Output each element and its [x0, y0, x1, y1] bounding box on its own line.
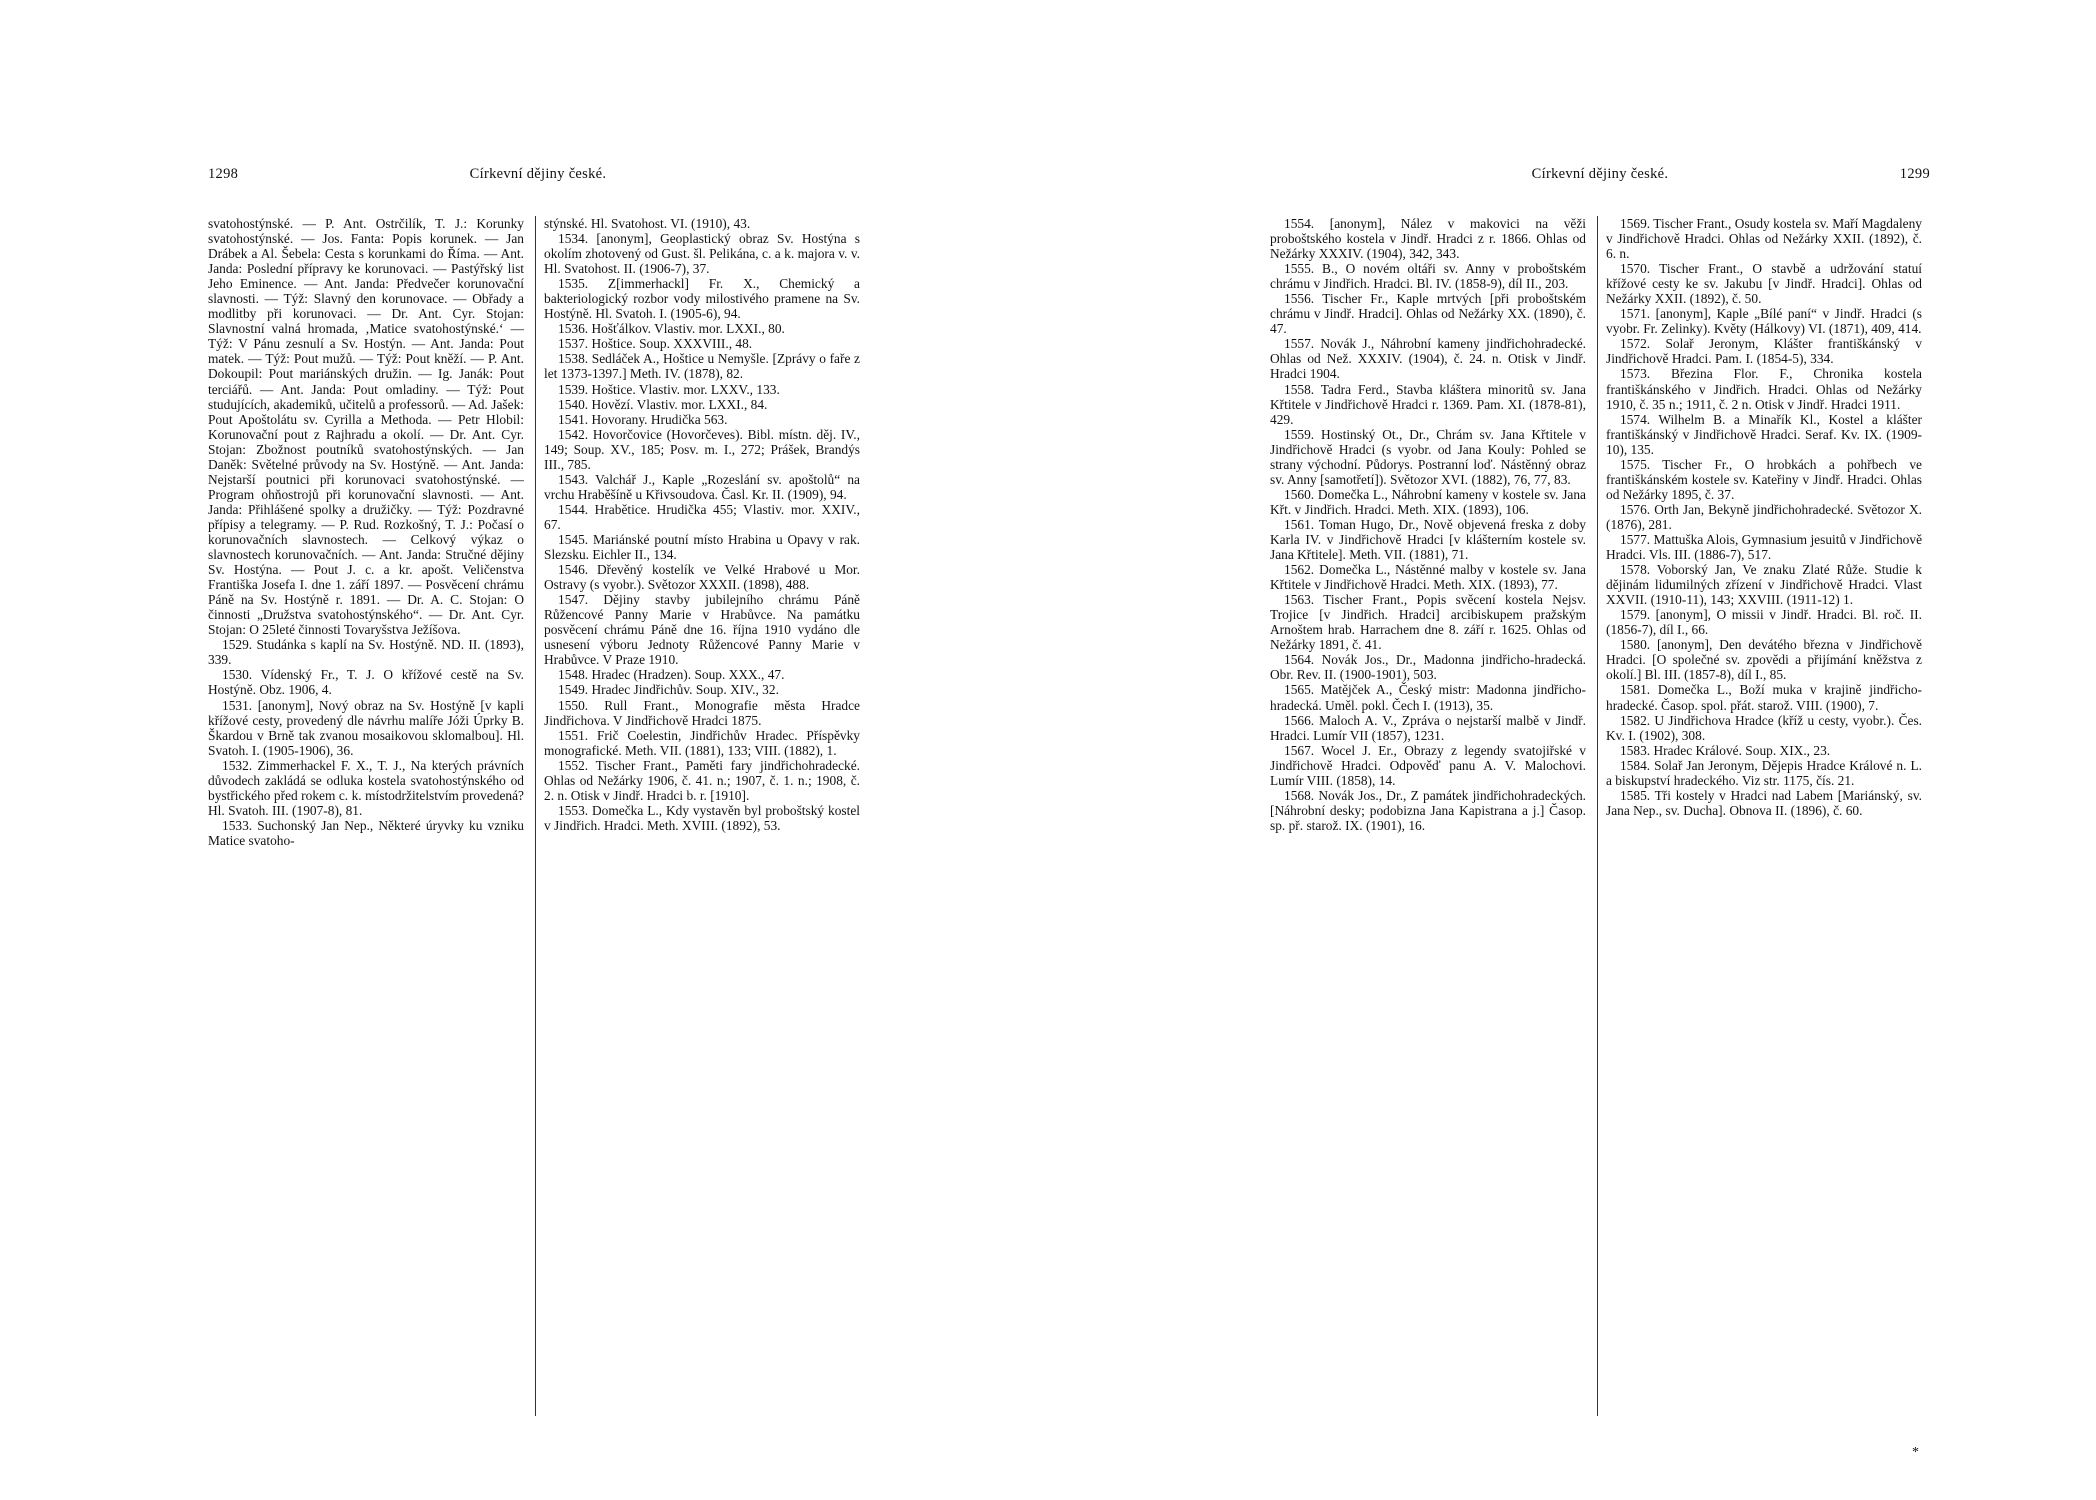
bib-entry: 1565. Matějček A., Český mistr: Madonna jindřicho-hradecká. Uměl. pokl. Čech I. (1913), 35.: [1270, 682, 1586, 713]
bib-entry: 1557. Novák J., Náhrobní kameny jindřichohradecké. Ohlas od Než. XXXIV. (1904), č. 24. n. Otisk v Jindř. Hradci 1904.: [1270, 336, 1586, 382]
left-page: [208, 0, 868, 1500]
bib-entry: 1540. Hovězí. Vlastiv. mor. LXXI., 84.: [558, 396, 768, 412]
left-page-header: [208, 166, 868, 190]
right-column-1: [1270, 216, 1586, 1446]
bib-entry: 1582. U Jindřichova Hradce (kříž u cesty, vyobr.). Čes. Kv. I. (1902), 308.: [1606, 712, 1922, 743]
bib-entry: 1552. Tischer Frant., Paměti fary jindřichohradecké. Ohlas od Nežárky 1906, č. 41. n.; 1907, č. 1. n.; 1908, č. 2. n. Otisk v Jindř. Hradci b. r. [1910].: [544, 757, 860, 803]
bib-entry: 1579. [anonym], O missii v Jindř. Hradci. Bl. roč. II. (1856-7), díl I., 66.: [1606, 607, 1922, 638]
bib-entry: 1562. Domečka L., Nástěnné malby v kostele sv. Jana Křtitele v Jindřichově Hradci. Meth. XIX. (1893), 77.: [1270, 562, 1586, 593]
bib-entry: 1559. Hostinský Ot., Dr., Chrám sv. Jana Křtitele v Jindřichově Hradci (s vyobr. od Jana Kouly: Pohled se strany východní. Půdorys. Postranní loď. Nástěnný obraz sv. Anny [samotřetí]). Světozor XVI. (1882), 76, 77, 83.: [1270, 426, 1586, 487]
bib-entry: 1536. Hošťálkov. Vlastiv. mor. LXXI., 80.: [558, 321, 785, 337]
bib-entry: 1551. Frič Coelestin, Jindřichův Hradec. Příspěvky monografické. Meth. VII. (1881), 133; VIII. (1882), 1.: [544, 727, 860, 758]
bib-entry: 1580. [anonym], Den devátého března v Jindřichově Hradci. [O společné sv. zpovědi a přijímání kněžstva z okolí.] Bl. III. (1857-8), díl I., 85.: [1606, 637, 1922, 683]
right-page-header: [1270, 166, 1930, 190]
bib-entry: 1535. Z[immerhackl] Fr. X., Chemický a bakteriologický rozbor vody milostivého pramene na Sv. Hostýně. Hl. Svatoh. I. (1905-6), 94.: [544, 276, 860, 322]
bib-entry: stýnské. Hl. Svatohost. VI. (1910), 43.: [544, 216, 751, 231]
bib-entry: 1568. Novák Jos., Dr., Z památek jindřichohradeckých. [Náhrobní desky; podobizna Jana Kapistrana a j.] Časop. sp. př. starož. IX. (1901), 16.: [1270, 787, 1586, 833]
left-column-1: [208, 216, 524, 1446]
bib-entry: 1534. [anonym], Geoplastický obraz Sv. Hostýna s okolím zhotovený od Gust. šl. Pelikána, c. a k. majora v. v. Hl. Svatohost. II. (1906-7), 37.: [544, 231, 860, 277]
right-page: [1270, 0, 1930, 1500]
left-column-2: [544, 216, 860, 1446]
bib-entry: 1573. Březina Flor. F., Chronika kostela františkánského v Jindřich. Hradci. Ohlas od Nežárky 1910, č. 35 n.; 1911, č. 2 n. Otisk v Jindř. Hradci 1911.: [1606, 366, 1922, 412]
bib-entry: 1569. Tischer Frant., Osudy kostela sv. Maří Magdaleny v Jindřichově Hradci. Ohlas od Nežárky XXII. (1892), č. 6. n.: [1606, 216, 1922, 262]
right-page-number: 1299: [1899, 166, 1930, 182]
bib-entry: 1531. [anonym], Nový obraz na Sv. Hostýně [v kapli křížové cesty, provedený dle návrhu malíře Jóži Úprky B. Škardou v Brně tak zvanou mosaikovou sklomalbou]. Hl. Svatoh. I. (1905-1906), 36.: [208, 697, 524, 758]
left-page-number: 1298: [208, 166, 239, 182]
bib-entry: 1545. Mariánské poutní místo Hrabina u Opavy v rak. Slezsku. Eichler II., 134.: [544, 531, 860, 563]
bib-entry: 1546. Dřevěný kostelík ve Velké Hrabové u Mor. Ostravy (s vyobr.). Světozor XXXII. (1898), 488.: [544, 562, 860, 593]
bib-entry: 1578. Voborský Jan, Ve znaku Zlaté Růže. Studie k dějinám lidumilných zřízení v Jindřichově Hradci. Vlast XXVII. (1910-11), 143; XXVIII. (1911-12) 1.: [1606, 562, 1922, 608]
bib-entry: 1576. Orth Jan, Bekyně jindřichohradecké. Světozor X. (1876), 281.: [1606, 501, 1922, 532]
bib-entry: 1554. [anonym], Nález v makovici na věži proboštského kostela v Jindř. Hradci z r. 1866. Ohlas od Nežárky XXXIV. (1904), 342, 343.: [1270, 216, 1586, 262]
bib-entry: 1574. Wilhelm B. a Minařík Kl., Kostel a klášter františkánský v Jindřichově Hradci. Seraf. Kv. IX. (1909-10), 135.: [1606, 411, 1922, 457]
bib-entry: 1564. Novák Jos., Dr., Madonna jindřicho-hradecká. Obr. Rev. II. (1900-1901), 503.: [1270, 652, 1586, 683]
bib-entry: 1532. Zimmerhackel F. X., T. J., Na kterých právních důvodech zakládá se odluka kostela svatohostýnského od bystřického před rokem c. k. místodržitelstvím provedená? Hl. Svatoh. III. (1907-8), 81.: [208, 757, 524, 818]
bib-entry: 1583. Hradec Králové. Soup. XIX., 23.: [1620, 742, 1831, 758]
bib-entry: 1530. Vídenský Fr., T. J. O křížové cestě na Sv. Hostýně. Obz. 1906, 4.: [208, 667, 524, 698]
bib-entry: 1556. Tischer Fr., Kaple mrtvých [při proboštském chrámu v Jindř. Hradci]. Ohlas od Nežárky XX. (1890), č. 47.: [1270, 291, 1586, 337]
bib-entry: 1553. Domečka L., Kdy vystavěn byl proboštský kostel v Jindřich. Hradci. Meth. XVIII. (1892), 53.: [544, 802, 860, 833]
bib-entry: 1584. Solař Jan Jeronym, Dějepis Hradce Králové n. L. a biskupství hradeckého. Viz str. 1175, čís. 21.: [1606, 757, 1922, 788]
bib-entry: 1575. Tischer Fr., O hrobkách a pohřbech ve františkánském kostele sv. Kateřiny v Jindř. Hradci. Ohlas od Nežárky 1895, č. 37.: [1606, 456, 1922, 502]
bib-entry: 1547. Dějiny stavby jubilejního chrámu Páně Růžencové Panny Marie v Hrabůvce. Na památku posvěcení chrámu Páně dne 16. října 1910 vydáno dle usnesení výboru Jednoty Růžencové Panny Marie v Hrabůvce. V Praze 1910.: [544, 592, 860, 668]
bib-entry: 1570. Tischer Frant., O stavbě a udržování statuí křížové cesty ke sv. Jakubu [v Jindř. Hradci]. Ohlas od Nežárky XXII. (1892), č. 50.: [1606, 261, 1922, 307]
bib-entry: 1538. Sedláček A., Hoštice u Nemyšle. [Zprávy o faře z let 1373-1397.] Meth. IV. (1878), 82.: [544, 351, 860, 382]
bib-entry: 1571. [anonym], Kaple „Bílé paní“ v Jindř. Hradci (s vyobr. Fr. Zelinky). Květy (Hálkovy) VI. (1871), 409, 414.: [1606, 306, 1922, 337]
bib-entry: svatohostýnské. — P. Ant. Ostrčilík, T. J.: Korunky svatohostýnské. — Jos. Fanta: Popis korunek. — Jan Drábek a Al. Šebela: Cesta s korunkami do Říma. — Ant. Janda: Poslední přípravy ke korunovaci. — Pastýřský list Jeho Eminence. — Ant. Janda: Předvečer korunovační slavnosti. — Týž: Slavný den korunovace. — Obřady a modlitby při korunovaci. — Dr. Ant. Cyr. Stojan: Slavnostní valná hromada, ‚Matice svatohostýnské.‘ — Týž: V Pánu zesnulí a Sv. Hostýn. — Ant. Janda: Pout matek. — Týž: Pout mužů. — Týž: Pout kněží. — P. Ant. Dokoupil: Pout mariánských družin. — Ig. Janák: Pout terciářů. — Ant. Janda: Pout omladiny. — Týž: Pout studujících, akademiků, učitelů a professorů. — Ad. Jašek: Pout Apoštolátu sv. Cyrilla a Methoda. — Petr Hlobil: Korunovační pout z Rajhradu a okolí. — Dr. Ant. Cyr. Stojan: Zbožnost poutníků svatohostýnských. — Jan Daněk: Světelné průvody na Sv. Hostýně. — Ant. Janda: Nejstarší poutnici při korunovaci svatohostýnské. — Program ohňostrojů při korunovační slavnosti. — Ant. Janda: Přihlášené spolky a družičky. — Týž: Pozdravné přípisy a telegramy. — P. Rud. Rozkošný, T. J.: Počasí o korunovačních slavnostech. — Celkový výkaz o slavnostech korunovačních. — Ant. Janda: Stručné dějiny Sv. Hostýna. — Pout J. c. a kr. apošt. Veličenstva Františka Josefa I. dne 1. září 1897. — Posvěcení chrámu Páně na Sv. Hostýně r. 1891. — Dr. A. C. Stojan: O činnosti „Družstva svatohostýnského“. — Dr. Ant. Cyr. Stojan: O 25leté činnosti Tovaryšstva Ježíšova.: [208, 216, 524, 638]
bib-entry: 1561. Toman Hugo, Dr., Nově objevená freska z doby Karla IV. v Jindřichově Hradci [v klášterním kostele sv. Jana Křtitele]. Meth. VII. (1881), 71.: [1270, 516, 1586, 563]
bib-entry: 1533. Suchonský Jan Nep., Některé úryvky ku vzniku Matice svatoho-: [208, 817, 524, 848]
bib-entry: 1549. Hradec Jindřichův. Soup. XIV., 32.: [558, 682, 779, 698]
bib-entry: 1541. Hovorany. Hrudička 563.: [558, 411, 728, 427]
column-divider: [535, 216, 536, 1416]
left-running-head: Církevní dějiny české.: [469, 166, 607, 182]
bib-entry: 1585. Tři kostely v Hradci nad Labem [Mariánský, sv. Jana Nep., sv. Ducha]. Obnova II. (1896), č. 60.: [1606, 787, 1922, 818]
bib-entry: 1581. Domečka L., Boží muka v krajině jindřicho-hradecké. Časop. spol. přát. starož. VIII. (1900), 7.: [1606, 682, 1922, 713]
right-column-2: [1606, 216, 1922, 1446]
footer-mark: *: [1912, 1445, 1919, 1460]
bib-entry: 1539. Hoštice. Vlastiv. mor. LXXV., 133.: [558, 381, 780, 397]
bib-entry: 1560. Domečka L., Náhrobní kameny v kostele sv. Jana Křt. v Jindřich. Hradci. Meth. XIX. (1893), 106.: [1270, 486, 1586, 517]
bib-entry: 1555. B., O novém oltáři sv. Anny v proboštském chrámu v Jindřich. Hradci. Bl. IV. (1858-9), díl II., 203.: [1270, 261, 1586, 292]
bib-entry: 1572. Solař Jeronym, Klášter františkánský v Jindřichově Hradci. Pam. I. (1854-5), 334.: [1606, 336, 1922, 367]
bib-entry: 1577. Mattuška Alois, Gymnasium jesuitů v Jindřichově Hradci. Vls. III. (1886-7), 517.: [1606, 531, 1922, 563]
bib-entry: 1567. Wocel J. Er., Obrazy z legendy svatojiřské v Jindřichově Hradci. Odpověď panu A. V. Malochovi. Lumír VIII. (1858), 14.: [1270, 742, 1586, 788]
bib-entry: 1566. Maloch A. V., Zpráva o nejstarší malbě v Jindř. Hradci. Lumír VII (1857), 1231.: [1270, 712, 1586, 743]
column-divider: [1597, 216, 1598, 1416]
bib-entry: 1543. Valchář J., Kaple „Rozeslání sv. apoštolů“ na vrchu Hraběšíně u Křivsoudova. Časl. Kr. II. (1909), 94.: [544, 471, 860, 502]
bib-entry: 1550. Rull Frant., Monografie města Hradce Jindřichova. V Jindřichově Hradci 1875.: [544, 697, 860, 728]
bib-entry: 1558. Tadra Ferd., Stavba kláštera minoritů sv. Jana Křtitele v Jindřichově Hradci r. 1369. Pam. XI. (1878-81), 429.: [1270, 381, 1586, 427]
bib-entry: 1563. Tischer Frant., Popis svěcení kostela Nejsv. Trojice [v Jindřich. Hradci] arcibiskupem pražským Arnoštem hrab. Harrachem dne 8. září r. 1625. Ohlas od Nežárky 1891, č. 41.: [1270, 592, 1586, 653]
right-running-head: Církevní dějiny české.: [1531, 166, 1669, 182]
bib-entry: 1529. Studánka s kaplí na Sv. Hostýně. ND. II. (1893), 339.: [208, 637, 524, 668]
bib-entry: 1544. Hrabětice. Hrudička 455; Vlastiv. mor. XXIV., 67.: [544, 501, 860, 532]
bib-entry: 1537. Hoštice. Soup. XXXVIII., 48.: [558, 336, 753, 352]
bib-entry: 1548. Hradec (Hradzen). Soup. XXX., 47.: [558, 667, 785, 683]
bib-entry: 1542. Hovorčovice (Hovorčeves). Bibl. místn. děj. IV., 149; Soup. XV., 185; Posv. m. I., 272; Prášek, Brandýs III., 785.: [544, 426, 860, 472]
